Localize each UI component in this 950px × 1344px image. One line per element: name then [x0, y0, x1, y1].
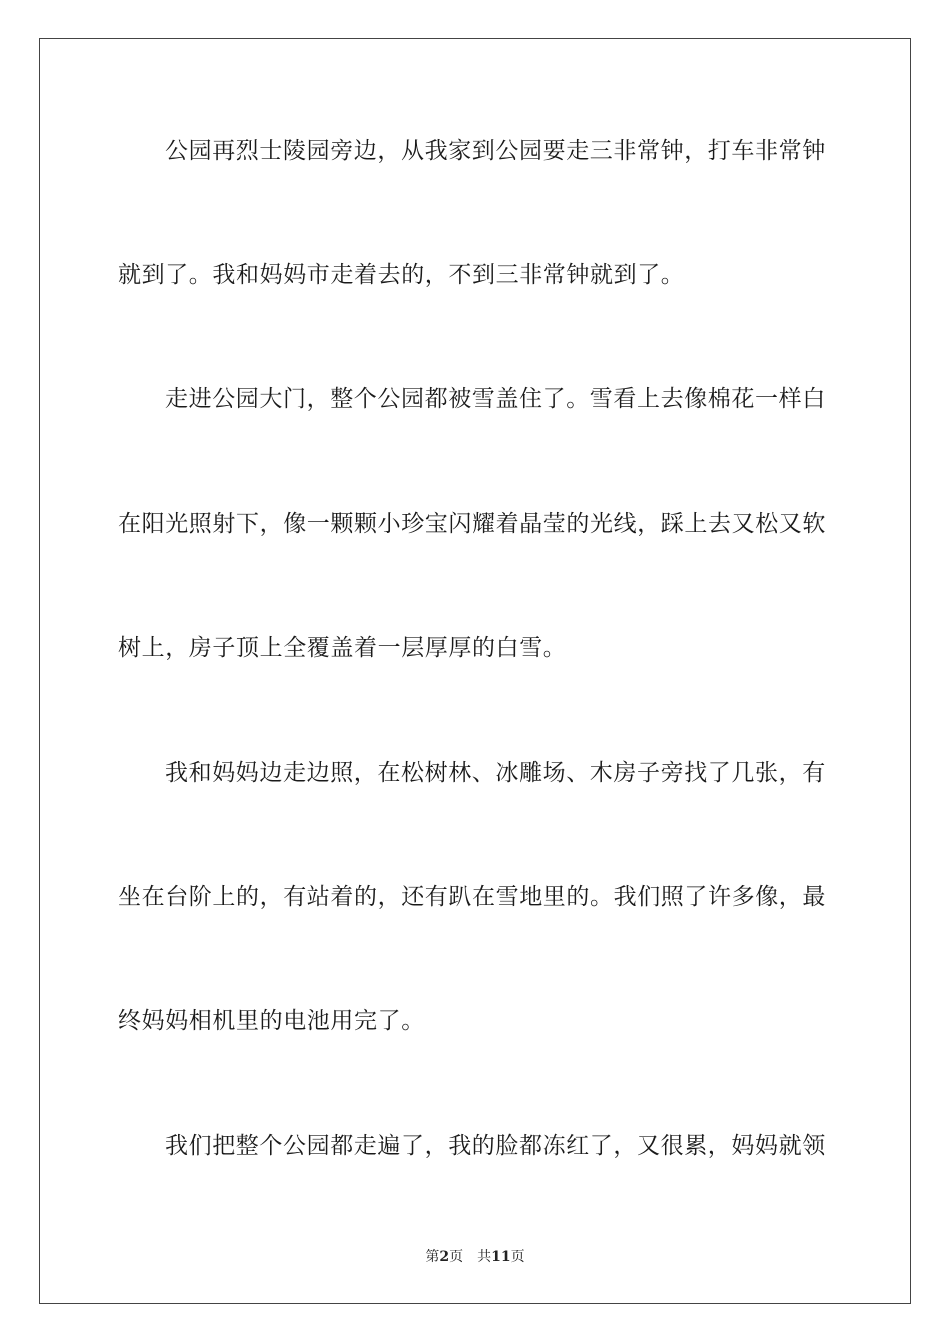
paragraph-line-9: 我们把整个公园都走遍了，我的脸都冻红了，又很累，妈妈就领	[165, 1133, 826, 1159]
paragraph-line-4: 在阳光照射下，像一颗颗小珍宝闪耀着晶莹的光线，踩上去又松又软	[118, 511, 826, 537]
paragraph-line-8: 终妈妈相机里的电池用完了。	[118, 1008, 425, 1034]
paragraph-line-1: 公园再烈士陵园旁边，从我家到公园要走三非常钟，打车非常钟	[165, 138, 826, 164]
total-suffix: 页	[510, 1249, 525, 1265]
paragraph-line-5: 树上，房子顶上全覆盖着一层厚厚的白雪。	[118, 635, 567, 661]
paragraph-line-3: 走进公园大门，整个公园都被雪盖住了。雪看上去像棉花一样白	[165, 386, 826, 412]
paragraph-line-7: 坐在台阶上的，有站着的，还有趴在雪地里的。我们照了许多像，最	[118, 884, 826, 910]
paragraph-line-6: 我和妈妈边走边照，在松树林、冰雕场、木房子旁找了几张，有	[165, 760, 826, 786]
page-prefix: 第	[425, 1249, 440, 1265]
paragraph-line-2: 就到了。我和妈妈市走着去的，不到三非常钟就到了。	[118, 262, 685, 288]
total-prefix: 共	[477, 1249, 492, 1265]
page-suffix: 页	[449, 1249, 464, 1265]
page-footer	[0, 1248, 950, 1266]
page-current: 2	[439, 1249, 450, 1265]
page-total: 11	[491, 1249, 511, 1265]
page-border	[39, 38, 911, 1304]
